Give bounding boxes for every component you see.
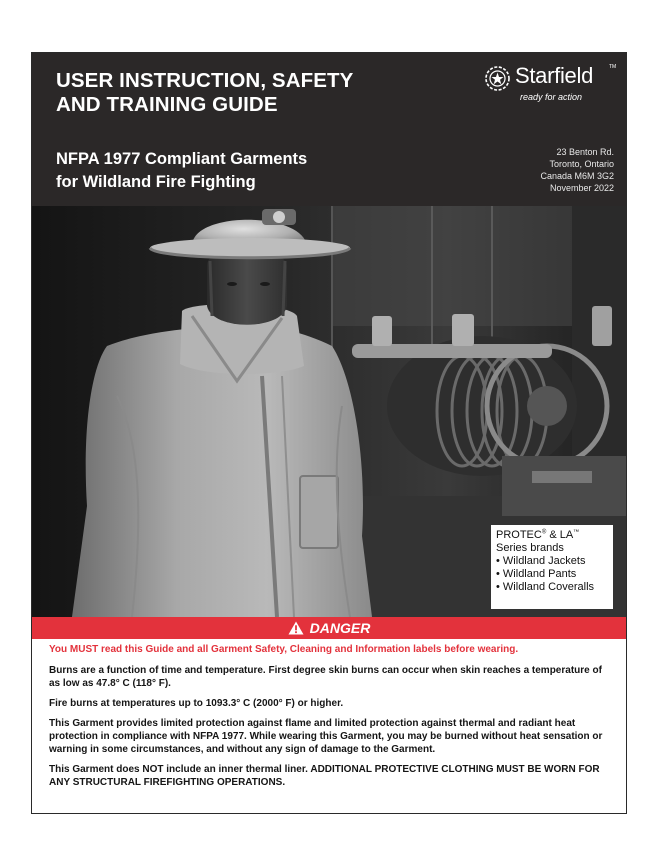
starfield-badge-icon <box>484 65 511 92</box>
brand-la: & LA <box>546 529 574 541</box>
fire-temperature-paragraph: Fire burns at temperatures up to 1093.3° C (2000° F) or higher. <box>49 698 344 709</box>
no-liner-paragraph: This Garment does NOT include an inner thermal liner. ADDITIONAL PROTECTIVE CLOTHING MUST BE WORN FOR ANY STRUCTURAL FIREFIGHTING OPERATIONS. <box>49 764 600 788</box>
brands-series-label: Series brands <box>496 542 564 554</box>
burns-paragraph: Burns are a function of time and temperature. First degree skin burns can occur when skin reaches a temperature of as low as 47.8° C (118° F). <box>49 665 602 689</box>
logo-wordmark: Starfield <box>515 63 594 88</box>
address-street: 23 Benton Rd. <box>556 147 614 157</box>
brand-item-jackets: • Wildland Jackets <box>496 555 608 568</box>
brand-registered-mark: ® <box>541 529 547 536</box>
brand-protec: PROTEC <box>496 529 542 541</box>
brand-item-pants: • Wildland Pants <box>496 568 608 581</box>
warning-triangle-icon <box>288 621 304 635</box>
address-city: Toronto, Ontario <box>549 159 614 169</box>
guide-title <box>56 69 353 117</box>
brands-heading <box>496 529 608 542</box>
guide-subtitle-line-2: for Wildland Fire Fighting <box>56 173 256 191</box>
brand-trademark: ™ <box>573 529 580 536</box>
danger-banner <box>32 617 626 639</box>
danger-label: DANGER <box>309 620 371 636</box>
firefighter-photo <box>32 206 626 617</box>
starfield-logo <box>484 63 620 107</box>
brands-list <box>496 555 608 594</box>
brand-item-coveralls: • Wildland Coveralls <box>496 581 608 594</box>
brands-callout <box>491 525 613 609</box>
company-address <box>540 146 614 194</box>
read-guide-warning: You MUST read this Guide and all Garment Safety, Cleaning and Information labels before wearing. <box>49 644 519 655</box>
document-page <box>31 52 627 814</box>
guide-subtitle-line-1: NFPA 1977 Compliant Garments <box>56 150 308 168</box>
header-banner <box>32 53 626 206</box>
guide-title-line-2: AND TRAINING GUIDE <box>56 93 278 116</box>
guide-title-line-1: USER INSTRUCTION, SAFETY <box>56 69 354 92</box>
safety-warnings <box>49 643 614 796</box>
logo-tagline: ready for action <box>520 92 583 102</box>
publication-date: November 2022 <box>549 183 614 193</box>
address-country: Canada M6M 3G2 <box>540 171 614 181</box>
limited-protection-paragraph: This Garment provides limited protection against flame and limited protection against thermal and radiant heat protection in compliance with NFPA 1977. While wearing this Garment, you may be burned without heat sensation or warning in some circumstances, and without any sign of damage to the Garment. <box>49 718 603 755</box>
guide-subtitle <box>56 148 307 194</box>
logo-trademark: TM <box>609 64 617 70</box>
